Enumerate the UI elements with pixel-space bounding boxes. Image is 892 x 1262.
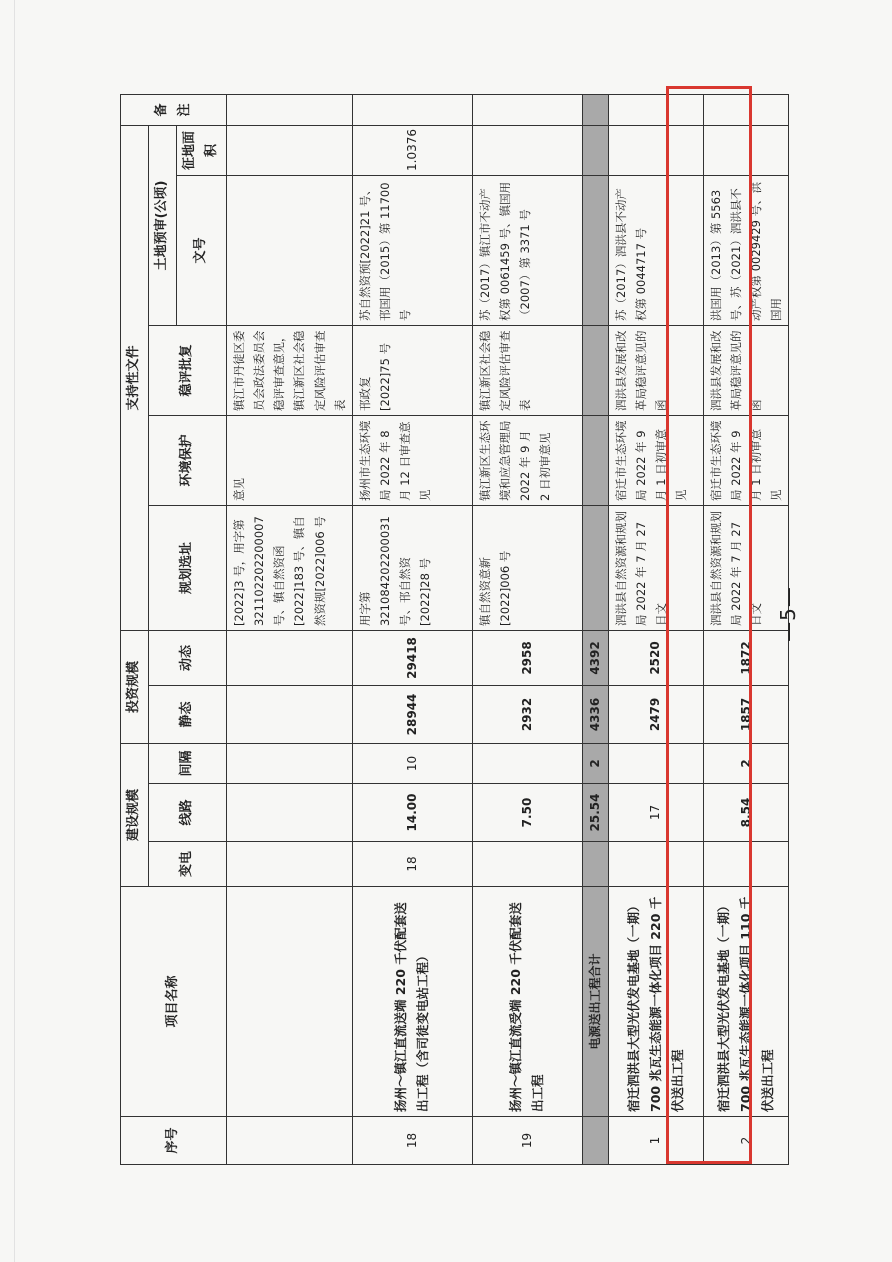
header-row-1 bbox=[121, 94, 149, 1164]
cell-sub bbox=[227, 842, 353, 887]
cell-dynamic: 1872 bbox=[703, 630, 789, 685]
cell-planning: 镇自然资意新[2022]006 号 bbox=[472, 505, 582, 630]
table-row bbox=[352, 94, 472, 1164]
cell-dynamic: 29418 bbox=[352, 630, 472, 685]
cell-risk: 泗洪县发展和改革局稳评意见的函 bbox=[703, 325, 789, 415]
cell-sub bbox=[582, 842, 608, 887]
cell-risk: 泗洪县发展和改革局稳评意见的函 bbox=[608, 325, 703, 415]
cell-remark bbox=[227, 94, 353, 125]
cell-land-doc bbox=[582, 175, 608, 325]
cell-static: 28944 bbox=[352, 685, 472, 743]
col-doc-no: 文号 bbox=[176, 175, 227, 325]
cell-risk: 邗政复[2022]75 号 bbox=[352, 325, 472, 415]
cell-dynamic: 4392 bbox=[582, 630, 608, 685]
cell-land-area bbox=[227, 125, 353, 175]
cell-bay: 10 bbox=[352, 743, 472, 783]
cell-risk: 镇江新区社会稳定风险评估审查表 bbox=[472, 325, 582, 415]
page-number: —5— bbox=[775, 586, 800, 642]
cell-line: 8.54 bbox=[703, 784, 789, 842]
cell-remark bbox=[582, 94, 608, 125]
cell-env: 意见 bbox=[227, 415, 353, 505]
col-dynamic: 动态 bbox=[148, 630, 226, 685]
col-land-area: 征地面积 bbox=[176, 125, 227, 175]
cell-remark bbox=[472, 94, 582, 125]
col-env: 环境保护 bbox=[148, 415, 226, 505]
cell-name: 电源送出工程合计 bbox=[582, 887, 608, 1117]
cell-sub bbox=[472, 842, 582, 887]
col-land-pre: 土地预审(公顷) bbox=[148, 125, 176, 325]
cell-env: 扬州市生态环境局 2022 年 8 月 12 日审查意见 bbox=[352, 415, 472, 505]
cell-planning: 用字第 321084202200031 号、邗自然资[2022]28 号 bbox=[352, 505, 472, 630]
cell-risk: 镇江市丹徒区委员会政法委员会稳评审查意见，镇江新区社会稳定风险评估审查表 bbox=[227, 325, 353, 415]
cell-risk bbox=[582, 325, 608, 415]
cell-dynamic bbox=[227, 630, 353, 685]
cell-static bbox=[227, 685, 353, 743]
col-investment-scale: 投资规模 bbox=[121, 630, 149, 743]
cell-env: 镇江新区生态环境和应急管理局 2022 年 9 月 2 日初审意见 bbox=[472, 415, 582, 505]
col-project-name: 项目名称 bbox=[121, 887, 227, 1117]
rotated-table-wrapper bbox=[120, 95, 784, 1165]
table-row bbox=[227, 94, 353, 1164]
col-seq: 序号 bbox=[121, 1117, 227, 1165]
cell-planning: [2022]3 号，用字第 321102202200007 号、镇自然资函[2022]183 号、镇自然资规[2022]006 号 bbox=[227, 505, 353, 630]
cell-land-doc: 洪国用（2013）第 5563 号、苏（2021）泗洪县不动产权第 0029429 号、洪国用 bbox=[703, 175, 789, 325]
cell-static: 4336 bbox=[582, 685, 608, 743]
cell-env: 宿迁市生态环境局 2022 年 9 月 1 日初审意见 bbox=[608, 415, 703, 505]
cell-planning bbox=[582, 505, 608, 630]
col-line: 线路 bbox=[148, 784, 226, 842]
cell-bay bbox=[227, 743, 353, 783]
col-substation: 变电 bbox=[148, 842, 226, 887]
cell-env bbox=[582, 415, 608, 505]
cell-line bbox=[227, 784, 353, 842]
cell-static: 2479 bbox=[608, 685, 703, 743]
col-planning: 规划选址 bbox=[148, 505, 226, 630]
cell-name: 宿迁泗洪县大型光伏发电基地（一期）700 兆瓦生态能源一体化项目 220 千伏送出工程 bbox=[608, 887, 703, 1117]
cell-line: 14.00 bbox=[352, 784, 472, 842]
cell-name bbox=[227, 887, 353, 1117]
scan-edge-line bbox=[14, 0, 15, 1262]
cell-line: 17 bbox=[608, 784, 703, 842]
col-bay: 间隔 bbox=[148, 743, 226, 783]
cell-land-area: 1.0376 bbox=[352, 125, 472, 175]
cell-bay bbox=[472, 743, 582, 783]
cell-seq bbox=[582, 1117, 608, 1165]
highlight-box bbox=[666, 86, 752, 1164]
total-row bbox=[582, 94, 608, 1164]
col-remark: 备注 bbox=[121, 94, 227, 125]
col-support-docs: 支持性文件 bbox=[121, 125, 149, 630]
cell-line: 25.54 bbox=[582, 784, 608, 842]
cell-seq: 2 bbox=[703, 1117, 789, 1165]
cell-bay: 2 bbox=[703, 743, 789, 783]
cell-land-doc: 苏（2017）泗洪县不动产权第 0044717 号 bbox=[608, 175, 703, 325]
cell-planning: 泗洪县自然资源和规划局 2022 年 7 月 27 日文 bbox=[608, 505, 703, 630]
cell-seq: 19 bbox=[472, 1117, 582, 1165]
cell-land-doc: 苏自然资预[2022]21 号、邗国用（2015）第 11700 号 bbox=[352, 175, 472, 325]
cell-planning: 泗洪县自然资源和规划局 2022 年 7 月 27 日文 bbox=[703, 505, 789, 630]
cell-env: 宿迁市生态环境局 2022 年 9 月 1 日初审意见 bbox=[703, 415, 789, 505]
cell-name: 扬州～镇江直流受端 220 千伏配套送出工程 bbox=[472, 887, 582, 1117]
cell-land-doc bbox=[227, 175, 353, 325]
cell-bay: 2 bbox=[582, 743, 608, 783]
col-static: 静态 bbox=[148, 685, 226, 743]
cell-land-area bbox=[472, 125, 582, 175]
cell-static: 1857 bbox=[703, 685, 789, 743]
cell-remark bbox=[352, 94, 472, 125]
cell-seq bbox=[227, 1117, 353, 1165]
col-construction-scale: 建设规模 bbox=[121, 743, 149, 886]
cell-name: 宿迁泗洪县大型光伏发电基地（一期）700 兆瓦生态能源一体化项目 110 千伏送出工程 bbox=[703, 887, 789, 1117]
cell-name: 扬州～镇江直流送端 220 千伏配套送出工程（含司徒变电站工程） bbox=[352, 887, 472, 1117]
table-row bbox=[472, 94, 582, 1164]
cell-line: 7.50 bbox=[472, 784, 582, 842]
cell-sub: 18 bbox=[352, 842, 472, 887]
cell-dynamic: 2958 bbox=[472, 630, 582, 685]
cell-seq: 18 bbox=[352, 1117, 472, 1165]
cell-land-area bbox=[582, 125, 608, 175]
cell-land-doc: 苏（2017）镇江市不动产权第 0061459 号、镇国用（2007）第 3371 号 bbox=[472, 175, 582, 325]
cell-seq: 1 bbox=[608, 1117, 703, 1165]
col-risk: 稳评批复 bbox=[148, 325, 226, 415]
cell-static: 2932 bbox=[472, 685, 582, 743]
cell-dynamic: 2520 bbox=[608, 630, 703, 685]
